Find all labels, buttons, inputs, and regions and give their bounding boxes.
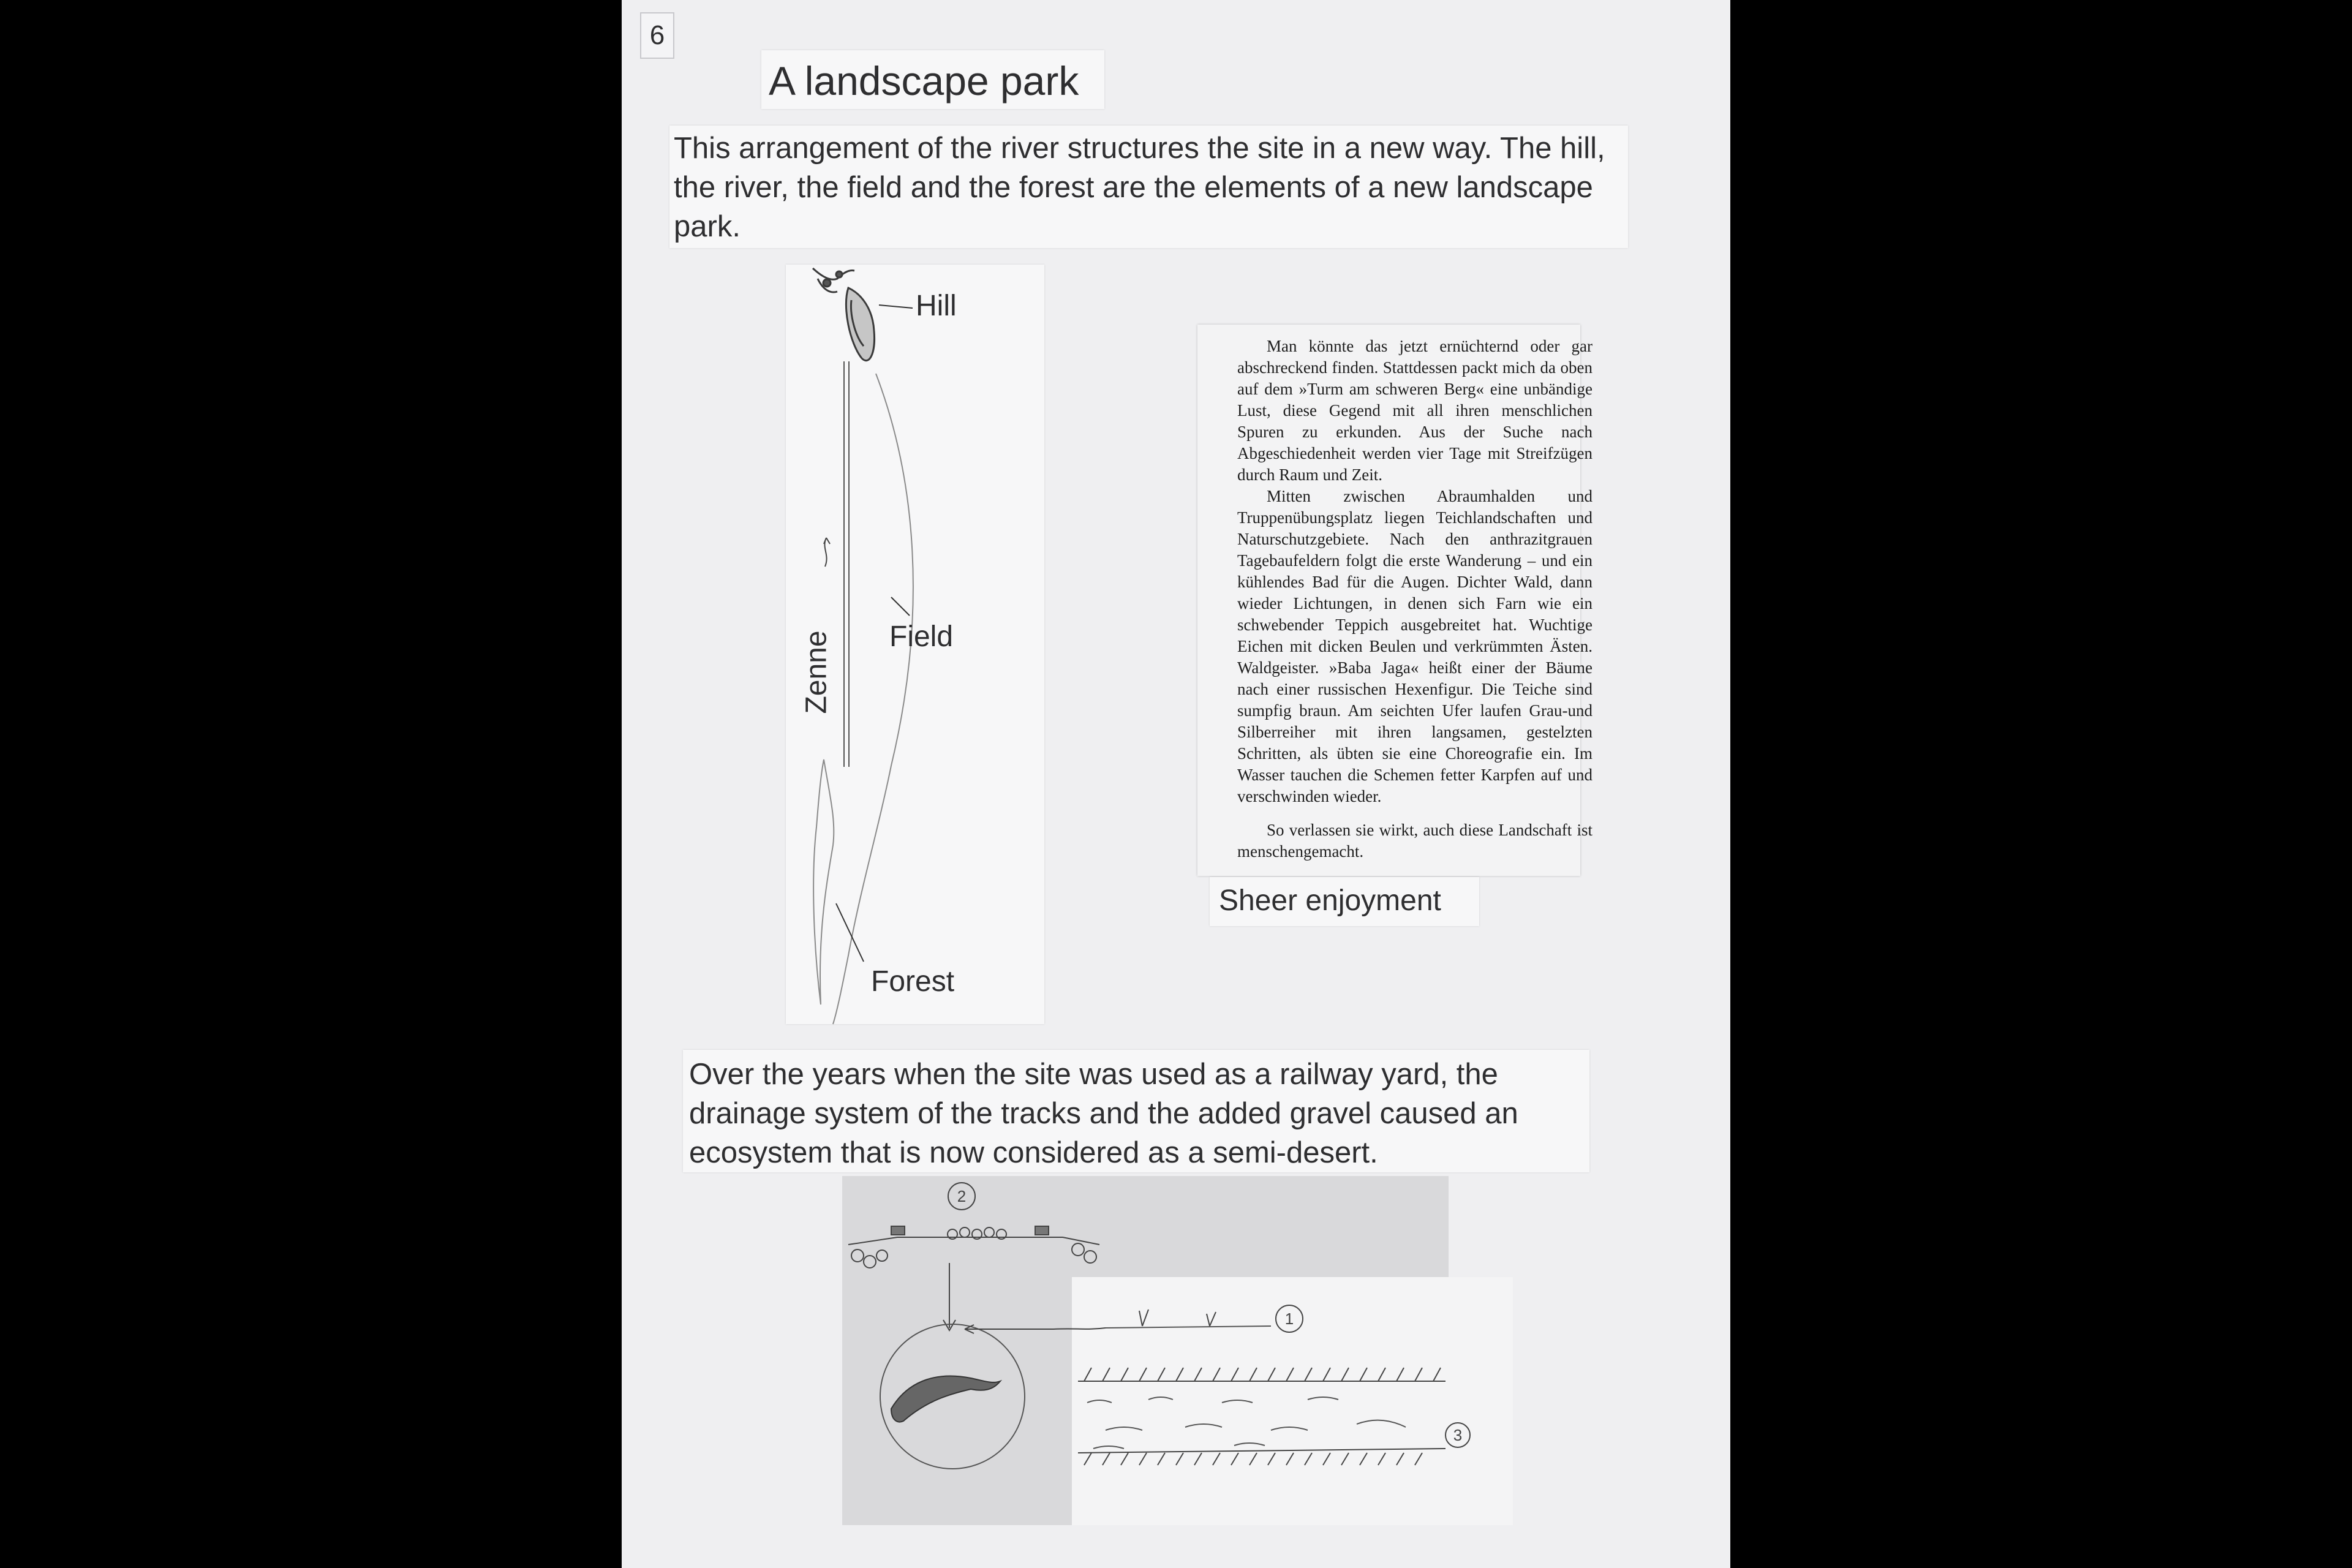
soil-hatching-top: [1084, 1368, 1441, 1381]
railway-paragraph: Over the years when the site was used as a railway yard, the drainage system of the tracks and the added gravel caused an ecosystem that is now considered as a semi-desert.: [689, 1058, 1518, 1169]
salamander-icon: [891, 1376, 1000, 1422]
label-hill: Hill: [916, 290, 957, 322]
plants-icon: [1139, 1310, 1216, 1326]
soil-hatching-bottom: [1084, 1453, 1422, 1465]
drainage-sketch: [622, 0, 1730, 1568]
article-paragraph-2: Mitten zwischen Abraumhalden und Truppenübungsplatz liegen Teichlandschaften und Naturschutzgebiete. Nach den anthrazitgrauen Tagebaufeldern folgt die erste Wanderung – und ein kühlendes Bad für die Augen. Dichter Wald, dann wieder Lichtungen, in denen sich Farn wie ein schwebender Teppich ausgebreitet hat. Wuchtige Eichen mit dicken Beulen und verkrümmten Ästen. Waldgeister. »Baba Jaga« heißt einer der Bäume nach einer russischen Hexenfigur. Die Teiche sind sumpfig braun. Am seichten Ufer laufen Grau-und Silberreiher mit ihren langsamen, gestelzten Schritten, als übten sie eine Choreografie ein. Im Wasser tauchen die Schemen fetter Karpfen auf und verschwinden wieder.: [1237, 487, 1593, 805]
article-paragraph-1: Man könnte das jetzt ernüchternd oder gar abschreckend finden. Stattdessen packt mich da oben auf dem »Turm am schweren Berg« eine unbändige Lust, diese Gegend mit all ihren menschlichen Spuren zu erkunden. Aus der Suche nach Abgeschiedenheit werden vier Tage mit Streifzügen durch Raum und Zeit.: [1237, 337, 1593, 484]
page-title: A landscape park: [769, 58, 1079, 104]
sketch-number-1: 1: [1284, 1310, 1294, 1328]
label-forest: Forest: [871, 965, 955, 998]
scanned-page: [622, 0, 1730, 1568]
sketch-number-2: 2: [957, 1187, 967, 1205]
intro-paragraph: This arrangement of the river structures the site in a new way. The hill, the river, the field and the forest are the elements of a new landscape park.: [674, 132, 1605, 243]
track-ballast-drawing: [848, 1226, 1099, 1268]
page-number: 6: [640, 12, 674, 59]
label-river: Zenne: [800, 630, 833, 714]
label-field: Field: [889, 620, 954, 653]
article-paragraph-3: So verlassen sie wirkt, auch diese Landschaft ist menschengemacht.: [1237, 821, 1593, 861]
water-lines: [1087, 1397, 1406, 1449]
article-caption: Sheer enjoyment: [1219, 884, 1441, 917]
sketch-number-3: 3: [1453, 1426, 1463, 1444]
connector-line: [965, 1328, 1106, 1329]
